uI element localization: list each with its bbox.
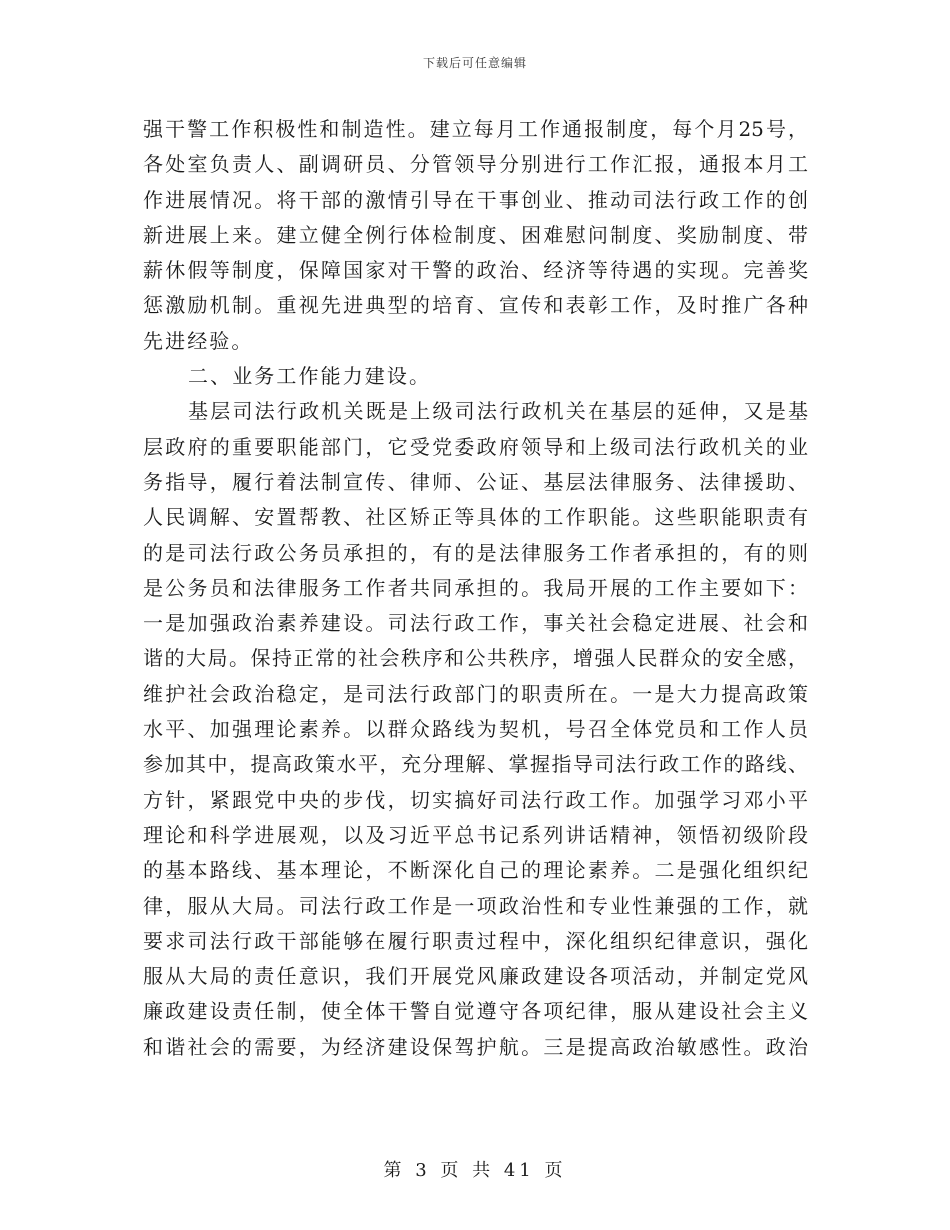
body-line: 廉政建设责任制，使全体干警自觉遵守各项纪律，服从建设社会主义 [143,999,808,1024]
body-line: 要求司法行政干部能够在履行职责过程中，深化组织纪律意识，强化 [143,928,808,953]
body-line: 务指导，履行着法制宣传、律师、公证、基层法律服务、法律援助、 [143,469,808,494]
page-header: 下载后可任意编辑 [422,56,527,70]
section-heading: 二、业务工作能力建设。 [188,364,432,389]
body-line: 服从大局的责任意识，我们开展党风廉政建设各项活动，并制定党风 [143,964,808,989]
body-line: 水平、加强理论素养。以群众路线为契机，号召全体党员和工作人员 [143,717,808,742]
body-line: 惩激励机制。重视先进典型的培育、宣传和表彰工作，及时推广各种 [143,293,808,318]
paragraph-first-line: 基层司法行政机关既是上级司法行政机关在基层的延伸，又是基 [188,399,808,424]
body-line: 律，服从大局。司法行政工作是一项政治性和专业性兼强的工作，就 [143,893,808,918]
body-line: 方针，紧跟党中央的步伐，切实搞好司法行政工作。加强学习邓小平 [143,787,808,812]
document-body [143,112,808,1065]
body-line: 的是司法行政公务员承担的，有的是法律服务工作者承担的，有的则 [143,540,808,565]
body-line: 维护社会政治稳定，是司法行政部门的职责所在。一是大力提高政策 [143,681,808,706]
body-line: 各处室负责人、副调研员、分管领导分别进行工作汇报，通报本月工 [143,152,808,177]
body-line: 薪休假等制度，保障国家对干警的政治、经济等待遇的实现。完善奖 [143,258,808,283]
body-line: 新进展上来。建立健全例行体检制度、困难慰问制度、奖励制度、带 [143,222,808,247]
body-line: 层政府的重要职能部门，它受党委政府领导和上级司法行政机关的业 [143,434,808,459]
body-line: 先进经验。 [143,328,254,353]
body-line: 的基本路线、基本理论，不断深化自己的理论素养。二是强化组织纪 [143,858,808,883]
body-line: 和谐社会的需要，为经济建设保驾护航。三是提高政治敏感性。政治 [143,1034,808,1059]
body-line: 理论和科学进展观，以及习近平总书记系列讲话精神，领悟初级阶段 [143,822,808,847]
body-line: 人民调解、安置帮教、社区矫正等具体的工作职能。这些职能职责有 [143,505,808,530]
body-line: 强干警工作积极性和制造性。建立每月工作通报制度，每个月25号， [143,117,808,141]
page-number: 第 3 页 共 41 页 [383,1160,567,1181]
body-line: 一是加强政治素养建设。司法行政工作，事关社会稳定进展、社会和 [143,611,808,636]
body-line: 谐的大局。保持正常的社会秩序和公共秩序，增强人民群众的安全感， [143,646,808,671]
body-line: 作进展情况。将干部的激情引导在干事创业、推动司法行政工作的创 [143,187,808,212]
body-line: 是公务员和法律服务工作者共同承担的。我局开展的工作主要如下： [143,575,808,600]
body-line: 参加其中，提高政策水平，充分理解、掌握指导司法行政工作的路线、 [143,752,808,777]
